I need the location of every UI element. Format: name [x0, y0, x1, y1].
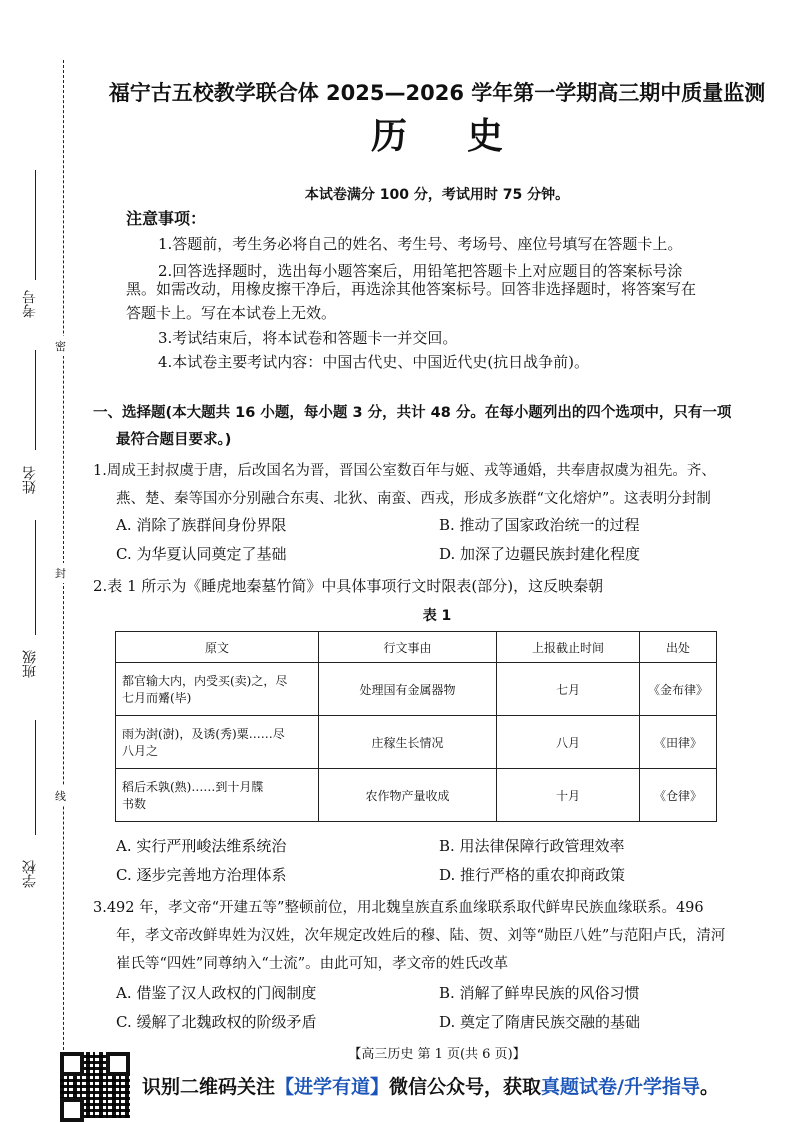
- table-cell-source: 《仓律》: [640, 769, 717, 822]
- cut-mark-xian: 线: [55, 786, 66, 806]
- q2-option-c: C. 逐步完善地方治理体系: [116, 866, 287, 884]
- q2-option-b: B. 用法律保障行政管理效率: [439, 837, 625, 855]
- promo-text-2: 微信公众号，获取: [389, 1076, 542, 1098]
- notice-line-5: 3.考试结束后，将本试卷和答题卡一并交回。: [158, 329, 458, 347]
- table1-caption: 表 1: [422, 608, 452, 624]
- subject-title: 历史: [370, 116, 563, 157]
- table-header-cell: 上报截止时间: [497, 632, 640, 663]
- q1-stem-line2: 燕、楚、秦等国亦分别融合东夷、北狄、南蛮、西戎，形成多族群“文化熔炉”。这表明分封制: [116, 491, 711, 507]
- notice-line-1: 1.答题前，考生务必将自己的姓名、考生号、考场号、座位号填写在答题卡上。: [158, 235, 683, 253]
- q2-stem: 2.表 1 所示为《睡虎地秦墓竹简》中具体事项行文时限表(部分)，这反映秦朝: [93, 577, 604, 595]
- name-blank[interactable]: [35, 350, 36, 450]
- original-line1: 雨为湗(澍)，及诱(秀)粟……尽: [122, 727, 285, 741]
- table-cell-reason: 农作物产量收成: [319, 769, 497, 822]
- class-label: 班级: [22, 650, 38, 678]
- q1-stem-line1: 1.周成王封叔虞于唐，后改国名为晋，晋国公室数百年与姬、戎等通婚，共奉唐叔虞为祖先。齐、: [93, 463, 716, 479]
- table-cell-source: 《田律》: [640, 716, 717, 769]
- table1: [115, 631, 717, 822]
- notice-line-4: 答题卡上。写在本试卷上无效。: [126, 304, 337, 322]
- q3-option-b: B. 消解了鲜卑民族的风俗习惯: [439, 984, 640, 1002]
- table-cell-deadline: 八月: [497, 716, 640, 769]
- school-label: 学校: [22, 860, 38, 888]
- cut-mark-feng: 封: [55, 563, 66, 583]
- q3-stem-line1: 3.492 年，孝文帝“开建五等”整顿前位，用北魏皇族直系血缘联系取代鲜卑民族血缘联系。496: [93, 900, 704, 916]
- q1-option-a: A. 消除了族群间身份界限: [116, 516, 287, 534]
- page-footer: 【高三历史 第 1 页(共 6 页)】: [348, 1047, 526, 1062]
- table-header-cell: 行文事由: [319, 632, 497, 663]
- name-label: 姓名: [22, 466, 38, 494]
- table-header-row: [116, 632, 717, 663]
- promo-brand: 【进学有道】: [275, 1076, 390, 1098]
- section1-heading-line1: 一、选择题(本大题共 16 小题，每小题 3 分，共计 48 分。在每小题列出的四个选项中，只有一项: [93, 405, 732, 421]
- table-cell-source: 《金布律》: [640, 663, 717, 716]
- exam-title: 福宁古五校教学联合体 2025—2026 学年第一学期高三期中质量监测: [108, 81, 766, 105]
- q1-option-d: D. 加深了边疆民族封建化程度: [439, 545, 641, 563]
- table-row: [116, 663, 717, 716]
- q2-option-d: D. 推行严格的重农抑商政策: [439, 866, 626, 884]
- q3-option-c: C. 缓解了北魏政权的阶级矛盾: [116, 1013, 317, 1031]
- table-cell-original: [116, 716, 319, 769]
- qr-finder-icon: [60, 1098, 84, 1122]
- notice-line-2: 2.回答选择题时，选出每小题答案后，用铅笔把答题卡上对应题目的答案标号涂: [158, 262, 683, 280]
- q3-option-a: A. 借鉴了汉人政权的门阀制度: [116, 984, 317, 1002]
- q2-option-a: A. 实行严刑峻法维系统治: [116, 837, 287, 855]
- table-cell-reason: 处理国有金属器物: [319, 663, 497, 716]
- class-blank[interactable]: [35, 520, 36, 635]
- table-cell-deadline: 七月: [497, 663, 640, 716]
- table-row: [116, 769, 717, 822]
- school-blank[interactable]: [35, 720, 36, 835]
- promo-highlight: 真题试卷/升学指导: [541, 1076, 700, 1098]
- section1-heading-line2: 最符合题目要求。): [116, 432, 232, 448]
- table-header-cell: 原文: [116, 632, 319, 663]
- table-header-cell: 出处: [640, 632, 717, 663]
- table-cell-reason: 庄稼生长情况: [319, 716, 497, 769]
- q3-stem-line2: 年，孝文帝改鲜卑姓为汉姓，次年规定改姓后的穆、陆、贺、刘等“勋臣八姓”与范阳卢氏，清河: [116, 928, 726, 944]
- original-line2: 八月之: [122, 744, 159, 758]
- exam-no-label: 考号: [22, 290, 38, 318]
- original-line1: 都官输大内，内受买(卖)之，尽: [122, 674, 288, 688]
- promo-banner: [142, 1072, 719, 1099]
- promo-text-3: 。: [700, 1076, 720, 1098]
- q3-option-d: D. 奠定了隋唐民族交融的基础: [439, 1013, 641, 1031]
- cut-mark-mi: 密: [55, 336, 66, 356]
- q1-option-b: B. 推动了国家政治统一的过程: [439, 516, 640, 534]
- original-line2: 书数: [122, 797, 147, 811]
- notice-line-3: 黑。如需改动，用橡皮擦干净后，再选涂其他答案标号。回答非选择题时，将答案写在: [126, 280, 697, 298]
- notice-line-6: 4.本试卷主要考试内容：中国古代史、中国近代史(抗日战争前)。: [158, 353, 590, 371]
- q1-option-c: C. 为华夏认同奠定了基础: [116, 545, 287, 563]
- table-cell-original: [116, 663, 319, 716]
- notice-heading: 注意事项：: [126, 209, 207, 228]
- q3-stem-line3: 崔氏等“四姓”同尊纳入“士流”。由此可知，孝文帝的姓氏改革: [116, 956, 509, 972]
- table-cell-original: [116, 769, 319, 822]
- original-line2: 七月而觱(毕): [122, 691, 192, 705]
- exam-no-blank[interactable]: [35, 170, 36, 280]
- exam-info: 本试卷满分 100 分，考试用时 75 分钟。: [304, 187, 570, 203]
- table-cell-deadline: 十月: [497, 769, 640, 822]
- original-line1: 稻后禾孰(熟)……到十月牒: [122, 780, 264, 794]
- promo-text-1: 识别二维码关注: [142, 1076, 276, 1098]
- table-row: [116, 716, 717, 769]
